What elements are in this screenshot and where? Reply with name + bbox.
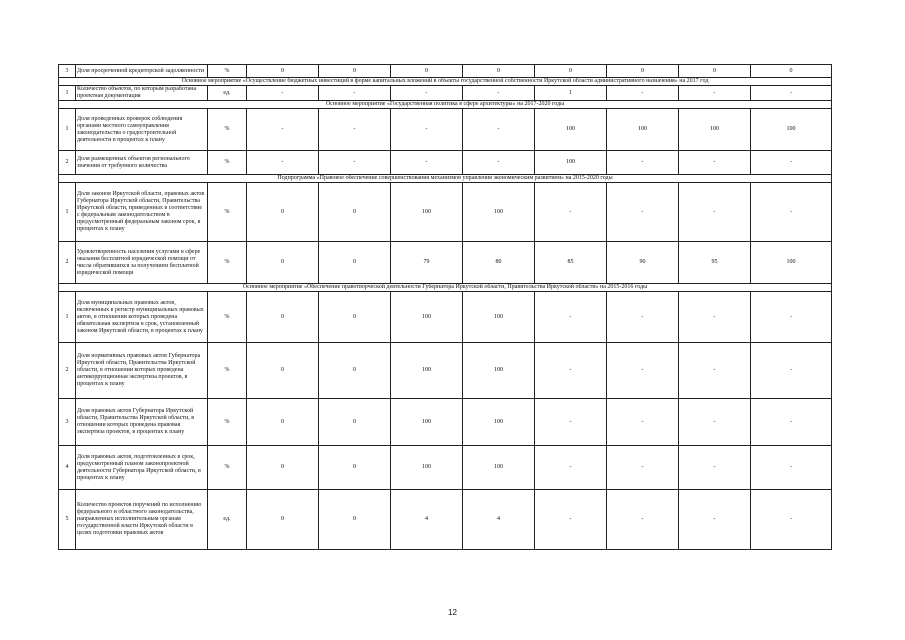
value-cell: 0 — [247, 292, 319, 343]
value-cell: 100 — [679, 109, 751, 151]
value-cell: 100 — [391, 343, 463, 399]
section-title: Подпрограмма «Правовое обеспечение совершенствования механизмов управления экономическим развитием» на 2015-2020 годы — [59, 175, 832, 183]
value-cell: 0 — [247, 65, 319, 78]
row-number: 3 — [59, 399, 76, 446]
value-cell: 0 — [319, 292, 391, 343]
value-cell: - — [535, 446, 607, 490]
section-title: Основное мероприятие «Государственная политика в сфере архитектуры» на 2017-2020 годы — [59, 101, 832, 109]
value-cell: - — [751, 446, 832, 490]
value-cell: - — [679, 183, 751, 242]
value-cell: 79 — [391, 242, 463, 284]
value-cell: - — [751, 343, 832, 399]
indicator-name: Количество проектов поручений по исполнению федерального и областного законодательства, направленных исполнительным органам государственной власти Иркутской области в целях подготовки правовых актов — [76, 490, 208, 550]
value-cell: 0 — [319, 65, 391, 78]
value-cell: - — [319, 109, 391, 151]
value-cell: 0 — [607, 65, 679, 78]
indicator-name: Доля размещенных объектов регионального значения от требуемого количества — [76, 151, 208, 175]
value-cell: 0 — [247, 399, 319, 446]
value-cell: - — [535, 343, 607, 399]
value-cell: - — [679, 86, 751, 101]
value-cell: - — [607, 183, 679, 242]
table-row — [59, 151, 832, 175]
indicator-name: Удовлетворенность населения услугами в сфере оказания бесплатной юридической помощи от числа обратившихся за получением бесплатной юридической помощи — [76, 242, 208, 284]
indicator-name: Количество объектов, по которым разработана проектная документация — [76, 86, 208, 101]
unit-cell: % — [208, 343, 247, 399]
unit-cell: % — [208, 109, 247, 151]
unit-cell: % — [208, 242, 247, 284]
section-title: Основное мероприятие «Обеспечение правотворческой деятельности Губернатора Иркутской области, Правительства Иркутской области» на 2015-2016 годы — [59, 284, 832, 292]
section-header-row — [59, 78, 832, 86]
value-cell: 0 — [319, 399, 391, 446]
row-number: 1 — [59, 183, 76, 242]
row-number: 4 — [59, 446, 76, 490]
indicator-name: Доля муниципальных правовых актов, включенных в регистр муниципальных правовых актов, в отношении которых проведена обязательная экспертиза в срок, установленный законом Иркутской области, в процентах к плану — [76, 292, 208, 343]
table-row — [59, 183, 832, 242]
table-row — [59, 490, 832, 550]
value-cell: 100 — [391, 292, 463, 343]
indicator-name: Доля проведенных проверок соблюдения органами местного самоуправления законодательства о градостроительной деятельности в процентах к плану — [76, 109, 208, 151]
table-row — [59, 343, 832, 399]
value-cell: 100 — [463, 399, 535, 446]
value-cell: 100 — [391, 399, 463, 446]
value-cell: - — [535, 490, 607, 550]
value-cell: 0 — [535, 65, 607, 78]
value-cell: - — [751, 399, 832, 446]
value-cell: 100 — [391, 183, 463, 242]
page-number: 12 — [448, 608, 457, 617]
value-cell: 80 — [463, 242, 535, 284]
value-cell: 100 — [463, 292, 535, 343]
value-cell: - — [607, 399, 679, 446]
value-cell: 0 — [463, 65, 535, 78]
value-cell: 4 — [463, 490, 535, 550]
section-header-row — [59, 175, 832, 183]
unit-cell: % — [208, 65, 247, 78]
indicators-table — [58, 64, 832, 550]
value-cell: - — [679, 490, 751, 550]
value-cell: 1 — [535, 86, 607, 101]
value-cell: 0 — [247, 343, 319, 399]
table-row — [59, 65, 832, 78]
value-cell: 0 — [247, 446, 319, 490]
value-cell: - — [319, 86, 391, 101]
table-body — [59, 65, 832, 550]
value-cell: - — [391, 86, 463, 101]
value-cell: 0 — [247, 490, 319, 550]
value-cell: - — [463, 86, 535, 101]
unit-cell: % — [208, 399, 247, 446]
value-cell: 100 — [463, 446, 535, 490]
value-cell: - — [463, 109, 535, 151]
row-number: 2 — [59, 151, 76, 175]
value-cell: - — [679, 151, 751, 175]
table-row — [59, 109, 832, 151]
value-cell: 100 — [607, 109, 679, 151]
indicator-name: Доля правовых актов Губернатора Иркутской области, Правительства Иркутской области, в отношении которых проведена правовая экспертиза проектов, в процентах к плану — [76, 399, 208, 446]
value-cell: 0 — [247, 242, 319, 284]
value-cell: 90 — [607, 242, 679, 284]
value-cell: 100 — [463, 343, 535, 399]
unit-cell: % — [208, 183, 247, 242]
section-header-row — [59, 284, 832, 292]
table-row — [59, 242, 832, 284]
value-cell: 0 — [391, 65, 463, 78]
indicator-name: Доля нормативных правовых актов Губернатора Иркутской области, Правительства Иркутской области, в отношении которых проведена антикоррупционная экспертиза проектов, в процентах к плану — [76, 343, 208, 399]
value-cell: - — [535, 292, 607, 343]
value-cell: 0 — [679, 65, 751, 78]
value-cell: - — [247, 86, 319, 101]
section-header-row — [59, 101, 832, 109]
value-cell: - — [607, 151, 679, 175]
value-cell: - — [391, 109, 463, 151]
value-cell: 0 — [319, 183, 391, 242]
value-cell: - — [679, 399, 751, 446]
value-cell: 100 — [535, 151, 607, 175]
value-cell: 100 — [751, 109, 832, 151]
row-number: 1 — [59, 86, 76, 101]
row-number: 2 — [59, 343, 76, 399]
unit-cell: % — [208, 446, 247, 490]
table-row — [59, 86, 832, 101]
value-cell: - — [679, 446, 751, 490]
unit-cell: % — [208, 151, 247, 175]
value-cell: 0 — [247, 183, 319, 242]
unit-cell: ед. — [208, 490, 247, 550]
value-cell: - — [607, 446, 679, 490]
table-row — [59, 446, 832, 490]
indicator-name: Доля правовых актов, подготовленных в срок, предусмотренный планом законопроектной деятельности Губернатора Иркутской области, в процентах к плану — [76, 446, 208, 490]
row-number: 2 — [59, 242, 76, 284]
value-cell: - — [607, 490, 679, 550]
value-cell: - — [535, 183, 607, 242]
unit-cell: % — [208, 292, 247, 343]
value-cell: 100 — [391, 446, 463, 490]
value-cell: - — [751, 292, 832, 343]
value-cell: - — [463, 151, 535, 175]
value-cell: 0 — [319, 446, 391, 490]
value-cell: - — [607, 292, 679, 343]
value-cell: - — [391, 151, 463, 175]
row-number: 1 — [59, 292, 76, 343]
value-cell: - — [751, 151, 832, 175]
value-cell: - — [751, 490, 832, 550]
row-number: 1 — [59, 109, 76, 151]
indicator-name: Доля просроченной кредиторской задолженности — [76, 65, 208, 78]
value-cell: 4 — [391, 490, 463, 550]
unit-cell: ед. — [208, 86, 247, 101]
value-cell: 0 — [319, 242, 391, 284]
value-cell: - — [751, 86, 832, 101]
table-row — [59, 399, 832, 446]
section-title: Основное мероприятие «Осуществление бюджетных инвестиций в форме капитальных вложений в объекты государственной собственности Иркутской области административного назначения» на 2017 год — [59, 78, 832, 86]
value-cell: 85 — [535, 242, 607, 284]
row-number: 3 — [59, 65, 76, 78]
value-cell: - — [247, 109, 319, 151]
value-cell: - — [319, 151, 391, 175]
value-cell: 0 — [319, 343, 391, 399]
value-cell: 100 — [463, 183, 535, 242]
value-cell: - — [751, 183, 832, 242]
indicator-name: Доля законов Иркутской области, правовых актов Губернатора Иркутской области, Правительства Иркутской области, приведенных в соответствие с федеральным законодательством в предусмотренный федеральным законом срок, в процентах к плану — [76, 183, 208, 242]
table-row — [59, 292, 832, 343]
value-cell: 0 — [319, 490, 391, 550]
value-cell: - — [679, 343, 751, 399]
value-cell: - — [247, 151, 319, 175]
value-cell: - — [535, 399, 607, 446]
value-cell: - — [607, 343, 679, 399]
value-cell: 100 — [535, 109, 607, 151]
value-cell: 95 — [679, 242, 751, 284]
value-cell: - — [679, 292, 751, 343]
value-cell: - — [607, 86, 679, 101]
row-number: 5 — [59, 490, 76, 550]
value-cell: 100 — [751, 242, 832, 284]
value-cell: 0 — [751, 65, 832, 78]
